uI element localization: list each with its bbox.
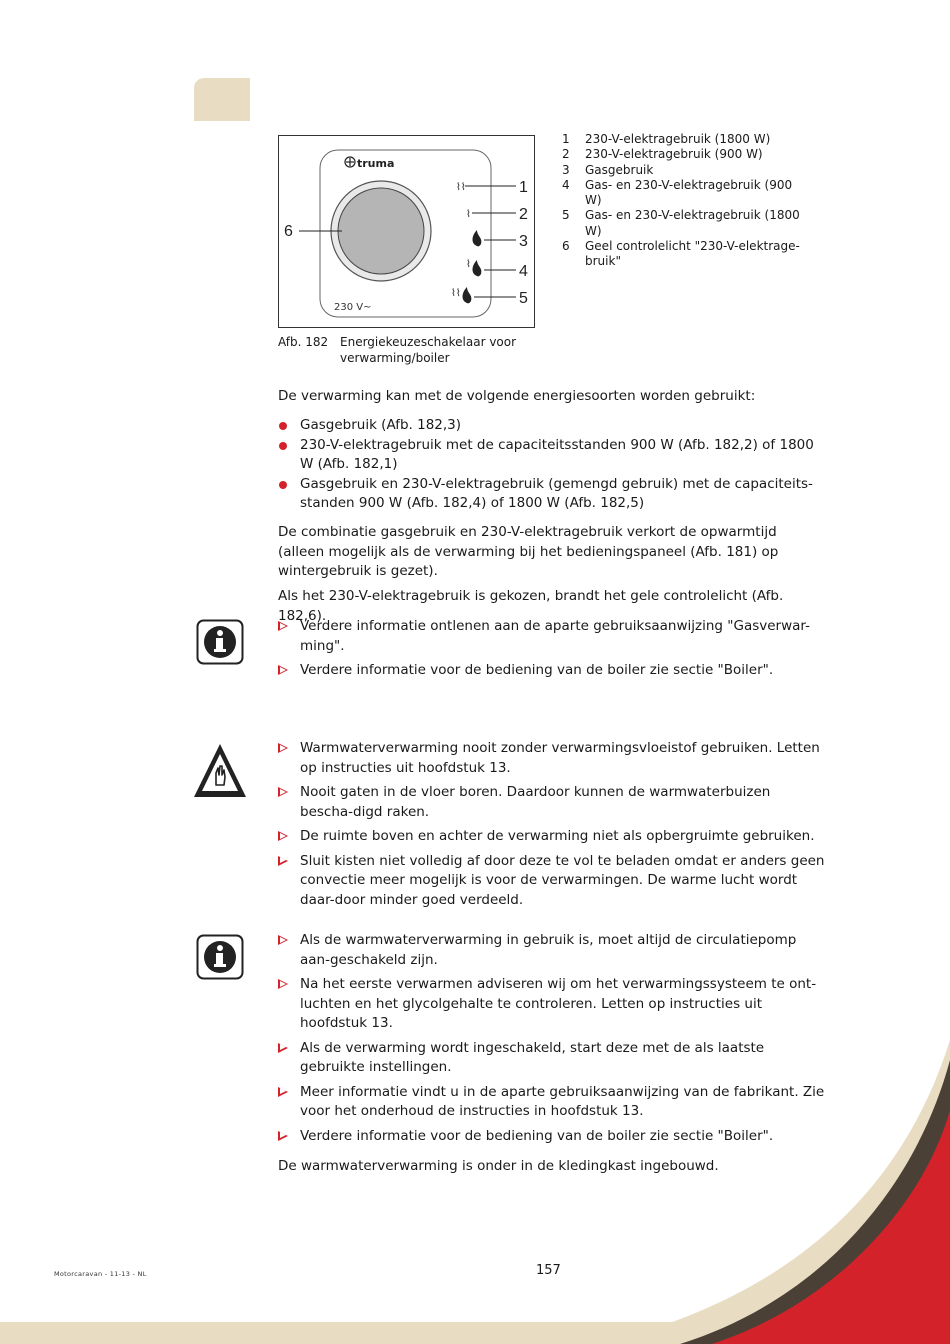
list-item: 230-V-elektragebruik met de capaciteitsstanden 900 W (Afb. 182,2) of 1800 W (Afb. 182,1) <box>278 436 826 475</box>
intro-paragraph: De verwarming kan met de volgende energiesoorten worden gebruikt: <box>278 388 756 404</box>
callout-6: 6 <box>284 223 293 240</box>
triangle-bullet-icon <box>278 621 288 631</box>
callout-3: 3 <box>519 233 528 250</box>
triangle-bullet-icon <box>278 1087 288 1097</box>
brand-label: truma <box>357 157 395 170</box>
callout-2: 2 <box>519 206 528 223</box>
triangle-bullet-icon <box>278 979 288 989</box>
heat-double-icon: ⌇⌇ <box>451 288 461 299</box>
list-item: Gasgebruik en 230-V-elektragebruik (gemengd gebruik) met de capaciteits-standen 900 W (Afb. 182,4) of 1800 W (Afb. 182,5) <box>278 475 826 514</box>
heat-double-icon: ⌇⌇ <box>456 182 466 193</box>
warning-list <box>278 739 826 915</box>
list-item: De ruimte boven en achter de verwarming niet als opbergruimte gebruiken. <box>278 827 826 847</box>
heat-single-icon: ⌇ <box>466 209 471 220</box>
flame-icon <box>463 287 472 303</box>
legend-item: 5 Gas- en 230-V-elektragebruik (1800 W) <box>562 208 800 238</box>
list-item: Nooit gaten in de vloer boren. Daardoor kunnen de warmwaterbuizen bescha-digd raken. <box>278 783 826 822</box>
bullet-dot-icon <box>279 481 287 489</box>
energy-switch-figure <box>278 135 535 328</box>
bullet-dot-icon <box>279 422 287 430</box>
triangle-bullet-icon <box>278 1131 288 1141</box>
closing-paragraph: De warmwaterverwarming is onder in de kledingkast ingebouwd. <box>278 1158 719 1174</box>
voltage-label: 230 V~ <box>334 302 372 313</box>
legend-item: 2 230-V-elektragebruik (900 W) <box>562 147 763 162</box>
triangle-bullet-icon <box>278 856 288 866</box>
callout-1: 1 <box>519 179 528 196</box>
page-number: 157 <box>536 1263 561 1278</box>
list-item: Na het eerste verwarmen adviseren wij om het verwarmingssysteem te ont-luchten en het glycolgehalte te controleren. Letten op instructies uit hoofdstuk 13. <box>278 975 826 1034</box>
list-item: Als de warmwaterverwarming in gebruik is, moet altijd de circulatiepomp aan-geschakeld zijn. <box>278 931 826 970</box>
flame-icon <box>473 230 482 246</box>
figure-caption <box>278 335 535 366</box>
triangle-bullet-icon <box>278 665 288 675</box>
triangle-bullet-icon <box>278 935 288 945</box>
figure-legend <box>562 132 810 270</box>
dial-knob <box>338 188 424 274</box>
footer-text: Motorcaravan - 11-13 - NL <box>54 1270 147 1278</box>
list-item: Gasgebruik (Afb. 182,3) <box>278 416 826 436</box>
info-list-2 <box>278 931 826 1151</box>
bullet-dot-icon <box>279 442 287 450</box>
heat-single-icon: ⌇ <box>466 259 471 270</box>
legend-item: 1 230-V-elektragebruik (1800 W) <box>562 132 771 146</box>
triangle-bullet-icon <box>278 831 288 841</box>
warning-icon <box>192 741 248 799</box>
energy-switch-drawing <box>279 136 534 327</box>
list-item: Meer informatie vindt u in de aparte gebruiksaanwijzing van de fabrikant. Zie voor het onderhoud de instructies in hoofdstuk 13. <box>278 1083 826 1122</box>
caption-text: Energiekeuzeschakelaar voor verwarming/boiler <box>340 335 517 365</box>
control-light-paragraph: Als het 230-V-elektragebruik is gekozen, brandt het gele controlelicht (Afb. 182,6). <box>278 588 784 624</box>
legend-item: 4 Gas- en 230-V-elektragebruik (900 W) <box>562 177 793 208</box>
info-icon <box>196 934 244 980</box>
triangle-bullet-icon <box>278 787 288 797</box>
legend-item: 3 Gasgebruik <box>562 162 654 177</box>
list-item: Verdere informatie voor de bediening van de boiler zie sectie "Boiler". <box>278 661 826 681</box>
callout-5: 5 <box>519 290 528 307</box>
combination-paragraph: De combinatie gasgebruik en 230-V-elektragebruik verkort de opwarmtijd (alleen mogelijk als de verwarming bij het bedieningspaneel (Afb. 181) op wintergebruik is gezet). <box>278 524 779 579</box>
caption-label: Afb. 182 <box>278 335 329 349</box>
chapter-tab <box>194 78 250 121</box>
callout-4: 4 <box>519 263 528 280</box>
triangle-bullet-icon <box>278 1043 288 1053</box>
list-item: Warmwaterverwarming nooit zonder verwarmingsvloeistof gebruiken. Letten op instructies uit hoofdstuk 13. <box>278 739 826 778</box>
list-item: Sluit kisten niet volledig af door deze te vol te beladen omdat er anders geen convectie meer mogelijk is voor de verwarmingen. De warme lucht wordt daar-door minder goed verdeeld. <box>278 852 826 911</box>
energy-bullet-list <box>278 416 826 514</box>
triangle-bullet-icon <box>278 743 288 753</box>
flame-icon <box>473 260 482 276</box>
list-item: Als de verwarming wordt ingeschakeld, start deze met de als laatste gebruikte instellingen. <box>278 1039 826 1078</box>
legend-item: 6 Geel controlelicht "230-V-elektrage-bruik" <box>562 239 800 269</box>
info-icon <box>196 619 244 665</box>
list-item: Verdere informatie voor de bediening van de boiler zie sectie "Boiler". <box>278 1127 826 1147</box>
info-list-1 <box>278 617 826 686</box>
list-item: Verdere informatie ontlenen aan de aparte gebruiksaanwijzing "Gasverwar-ming". <box>278 617 826 656</box>
